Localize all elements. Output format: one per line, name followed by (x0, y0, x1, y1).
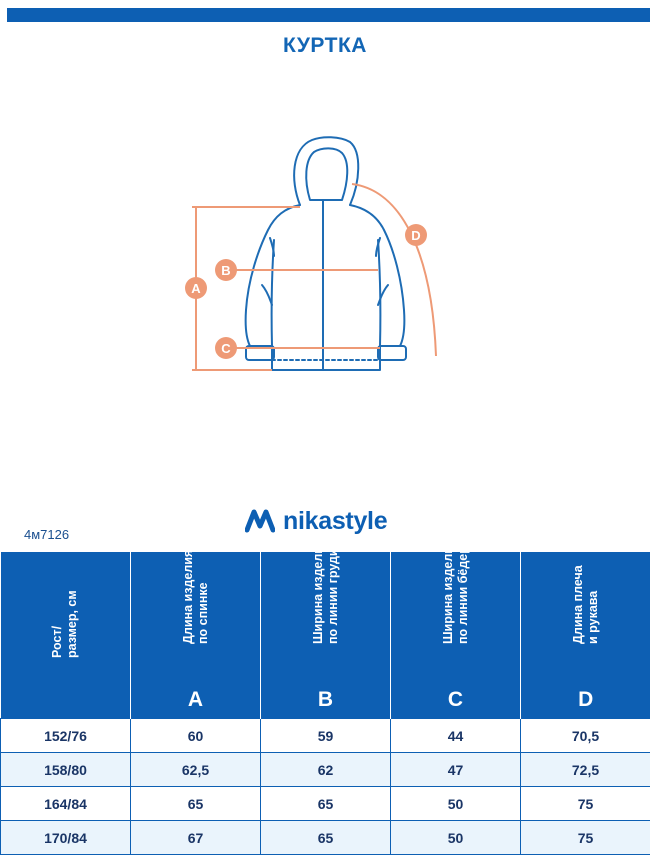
header-height-size: Рост/ размер, см (1, 552, 131, 719)
cell-c: 47 (391, 753, 521, 787)
cell-c: 50 (391, 821, 521, 855)
svg-text:C: C (221, 341, 231, 356)
cell-b: 65 (261, 787, 391, 821)
header-hip-width: Ширина изделия по линии бёдер C (391, 552, 521, 719)
table-header-row (1, 552, 650, 719)
table-row (1, 821, 650, 855)
table-row (1, 753, 650, 787)
page-title: КУРТКА (283, 34, 367, 57)
header-back-length: Длина изделия по спинке A (131, 552, 261, 719)
table-row (1, 787, 650, 821)
jacket-outline (246, 137, 406, 370)
top-accent-bar (7, 8, 650, 22)
jacket-diagram (0, 120, 650, 390)
svg-text:D: D (411, 228, 421, 243)
badge-d (405, 224, 427, 246)
brand-name: nikastyle (283, 506, 388, 535)
cell-size: 158/80 (1, 753, 131, 787)
size-table (0, 538, 650, 855)
badge-b (215, 259, 237, 281)
svg-text:B: B (221, 263, 231, 278)
cell-a: 65 (131, 787, 261, 821)
cell-c: 44 (391, 719, 521, 753)
badge-a (185, 277, 207, 299)
cell-a: 67 (131, 821, 261, 855)
table-row (1, 719, 650, 753)
header-sleeve-length: Длина плеча и рукава D (521, 552, 650, 719)
svg-text:A: A (191, 281, 201, 296)
nikastyle-logo-icon (245, 508, 275, 534)
cell-d: 75 (521, 821, 650, 855)
cell-d: 70,5 (521, 719, 650, 753)
brand-logo (245, 503, 387, 539)
cell-d: 72,5 (521, 753, 650, 787)
cell-a: 62,5 (131, 753, 261, 787)
cell-a: 60 (131, 719, 261, 753)
cell-b: 59 (261, 719, 391, 753)
cell-size: 164/84 (1, 787, 131, 821)
cell-size: 170/84 (1, 821, 131, 855)
cell-b: 65 (261, 821, 391, 855)
badge-c (215, 337, 237, 359)
article-number: 4м7126 (24, 527, 70, 542)
header-chest-width: Ширина изделия по линии груди B (261, 552, 391, 719)
cell-d: 75 (521, 787, 650, 821)
cell-c: 50 (391, 787, 521, 821)
cell-b: 62 (261, 753, 391, 787)
cell-size: 152/76 (1, 719, 131, 753)
